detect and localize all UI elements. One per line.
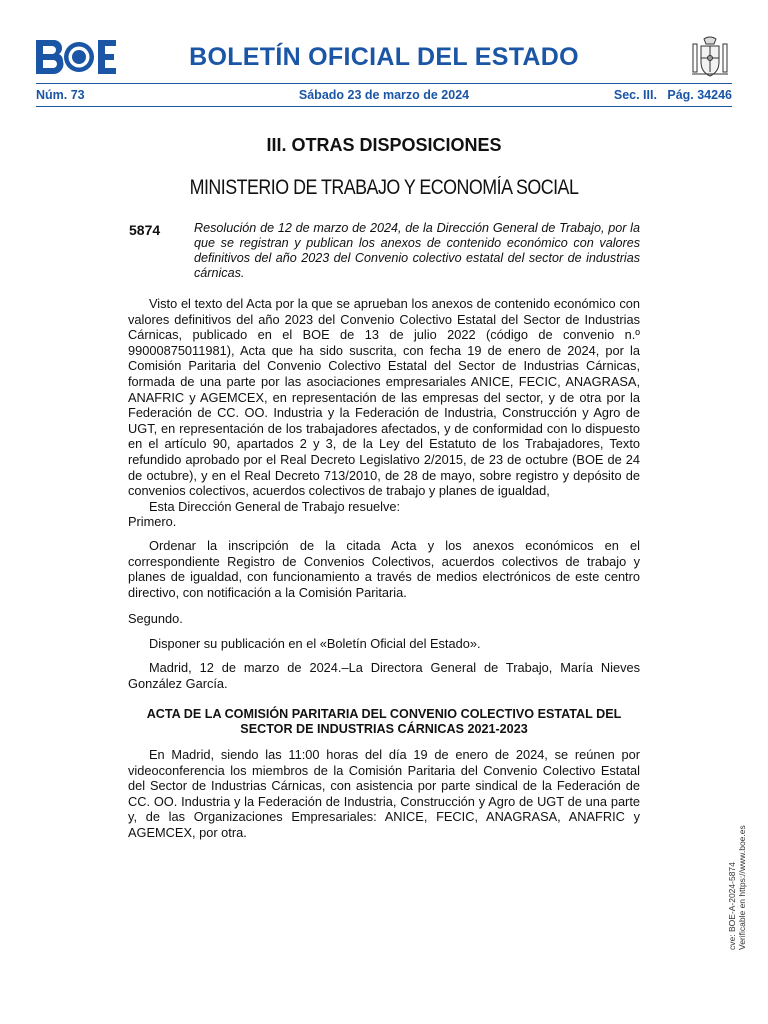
masthead-title: BOLETÍN OFICIAL DEL ESTADO xyxy=(189,43,579,71)
acta-title: ACTA DE LA COMISIÓN PARITARIA DEL CONVENIO COLECTIVO ESTATAL DEL SECTOR DE INDUSTRIAS CÁRNICAS 2021-2023 xyxy=(146,707,622,736)
paragraph-visto: Visto el texto del Acta por la que se aprueban los anexos de contenido económico con valores definitivos del año 2023 del Convenio Colectivo Estatal del Sector de Industrias Cárnicas, publicado en el BOE de 13 de julio 2022 (código de convenio n.º 99000875011981), Acta que ha sido suscrita, con fecha 19 de enero de 2024, por la Comisión Paritaria del Convenio Colectivo Estatal del Sector de Industrias Cárnicas, formada de una parte por las asociaciones empresariales ANICE, FECIC, ANAGRASA, ANAFRIC y AGEMCEX, en representación de las empresas del sector, y de otra por la Federación de CC. OO. Industria y la Federación de Industria, Construcción y Agro de UGT, en representación de los trabajadores afectados, y de conformidad con lo dispuesto en el artículo 90, apartados 2 y 3, de la Ley del Estatuto de los Trabajadores, Texto refundido aprobado por el Real Decreto Legislativo 2/2015, de 23 de octubre (BOE de 24 de octubre), y en el Real Decreto 713/2010, de 28 de mayo, sobre registro y depósito de convenios colectivos, acuerdos colectivos de trabajo y planes de igualdad, xyxy=(128,296,640,499)
verification-sidebar xyxy=(727,825,747,950)
heading-segundo: Segundo. xyxy=(128,611,183,626)
cve-code: cve: BOE-A-2024-5874 xyxy=(727,862,737,950)
acta-paragraph: En Madrid, siendo las 11:00 horas del día 19 de enero de 2024, se reúnen por videoconferencia los miembros de la Comisión Paritaria del Convenio Colectivo Estatal del Sector de Industrias Cárnicas, con asistencia por parte sindical de la Federación de CC. OO. Industria y la Federación de Industria, Construcción y Agro de UGT de una parte y, de las Organizaciones Empresariales: ANICE, FECIC, ANAGRASA, ANAFRIC y AGEMCEX, por otra. xyxy=(128,747,640,840)
section-title: III. OTRAS DISPOSICIONES xyxy=(266,135,502,155)
header-rule-top xyxy=(36,83,732,84)
paragraph-primero: Ordenar la inscripción de la citada Acta y los anexos económicos en el correspondiente Registro de Convenios Colectivos, acuerdos colectivos de trabajo y planes de igualdad, con funcionamiento a través de medios electrónicos de este centro directivo, con notificación a la Comisión Paritaria. xyxy=(128,538,640,600)
signature-paragraph: Madrid, 12 de marzo de 2024.–La Directora General de Trabajo, María Nieves González García. xyxy=(128,660,640,691)
ministry-title: MINISTERIO DE TRABAJO Y ECONOMÍA SOCIAL xyxy=(189,176,579,199)
coat-of-arms-icon xyxy=(690,36,730,80)
issue-date: Sábado 23 de marzo de 2024 xyxy=(298,88,470,102)
issue-number: Núm. 73 xyxy=(36,88,85,102)
header-rule-bottom xyxy=(36,106,732,107)
heading-primero: Primero. xyxy=(128,514,177,529)
resolution-body xyxy=(128,296,640,514)
reference-number: 5874 xyxy=(129,222,161,238)
section-page: Sec. III. Pág. 34246 xyxy=(613,88,732,102)
paragraph-segundo: Disponer su publicación en el «Boletín Oficial del Estado». xyxy=(149,636,481,651)
verification-link[interactable]: Verificable en https://www.boe.es xyxy=(737,825,747,950)
paragraph-resuelve: Esta Dirección General de Trabajo resuelve: xyxy=(149,498,401,514)
reference-summary: Resolución de 12 de marzo de 2024, de la Dirección General de Trabajo, por la que se registran y publican los anexos de contenido económico con valores definitivos del año 2023 del Convenio colectivo estatal del sector de industrias cárnicas. xyxy=(194,221,640,280)
issue-header xyxy=(36,88,732,104)
